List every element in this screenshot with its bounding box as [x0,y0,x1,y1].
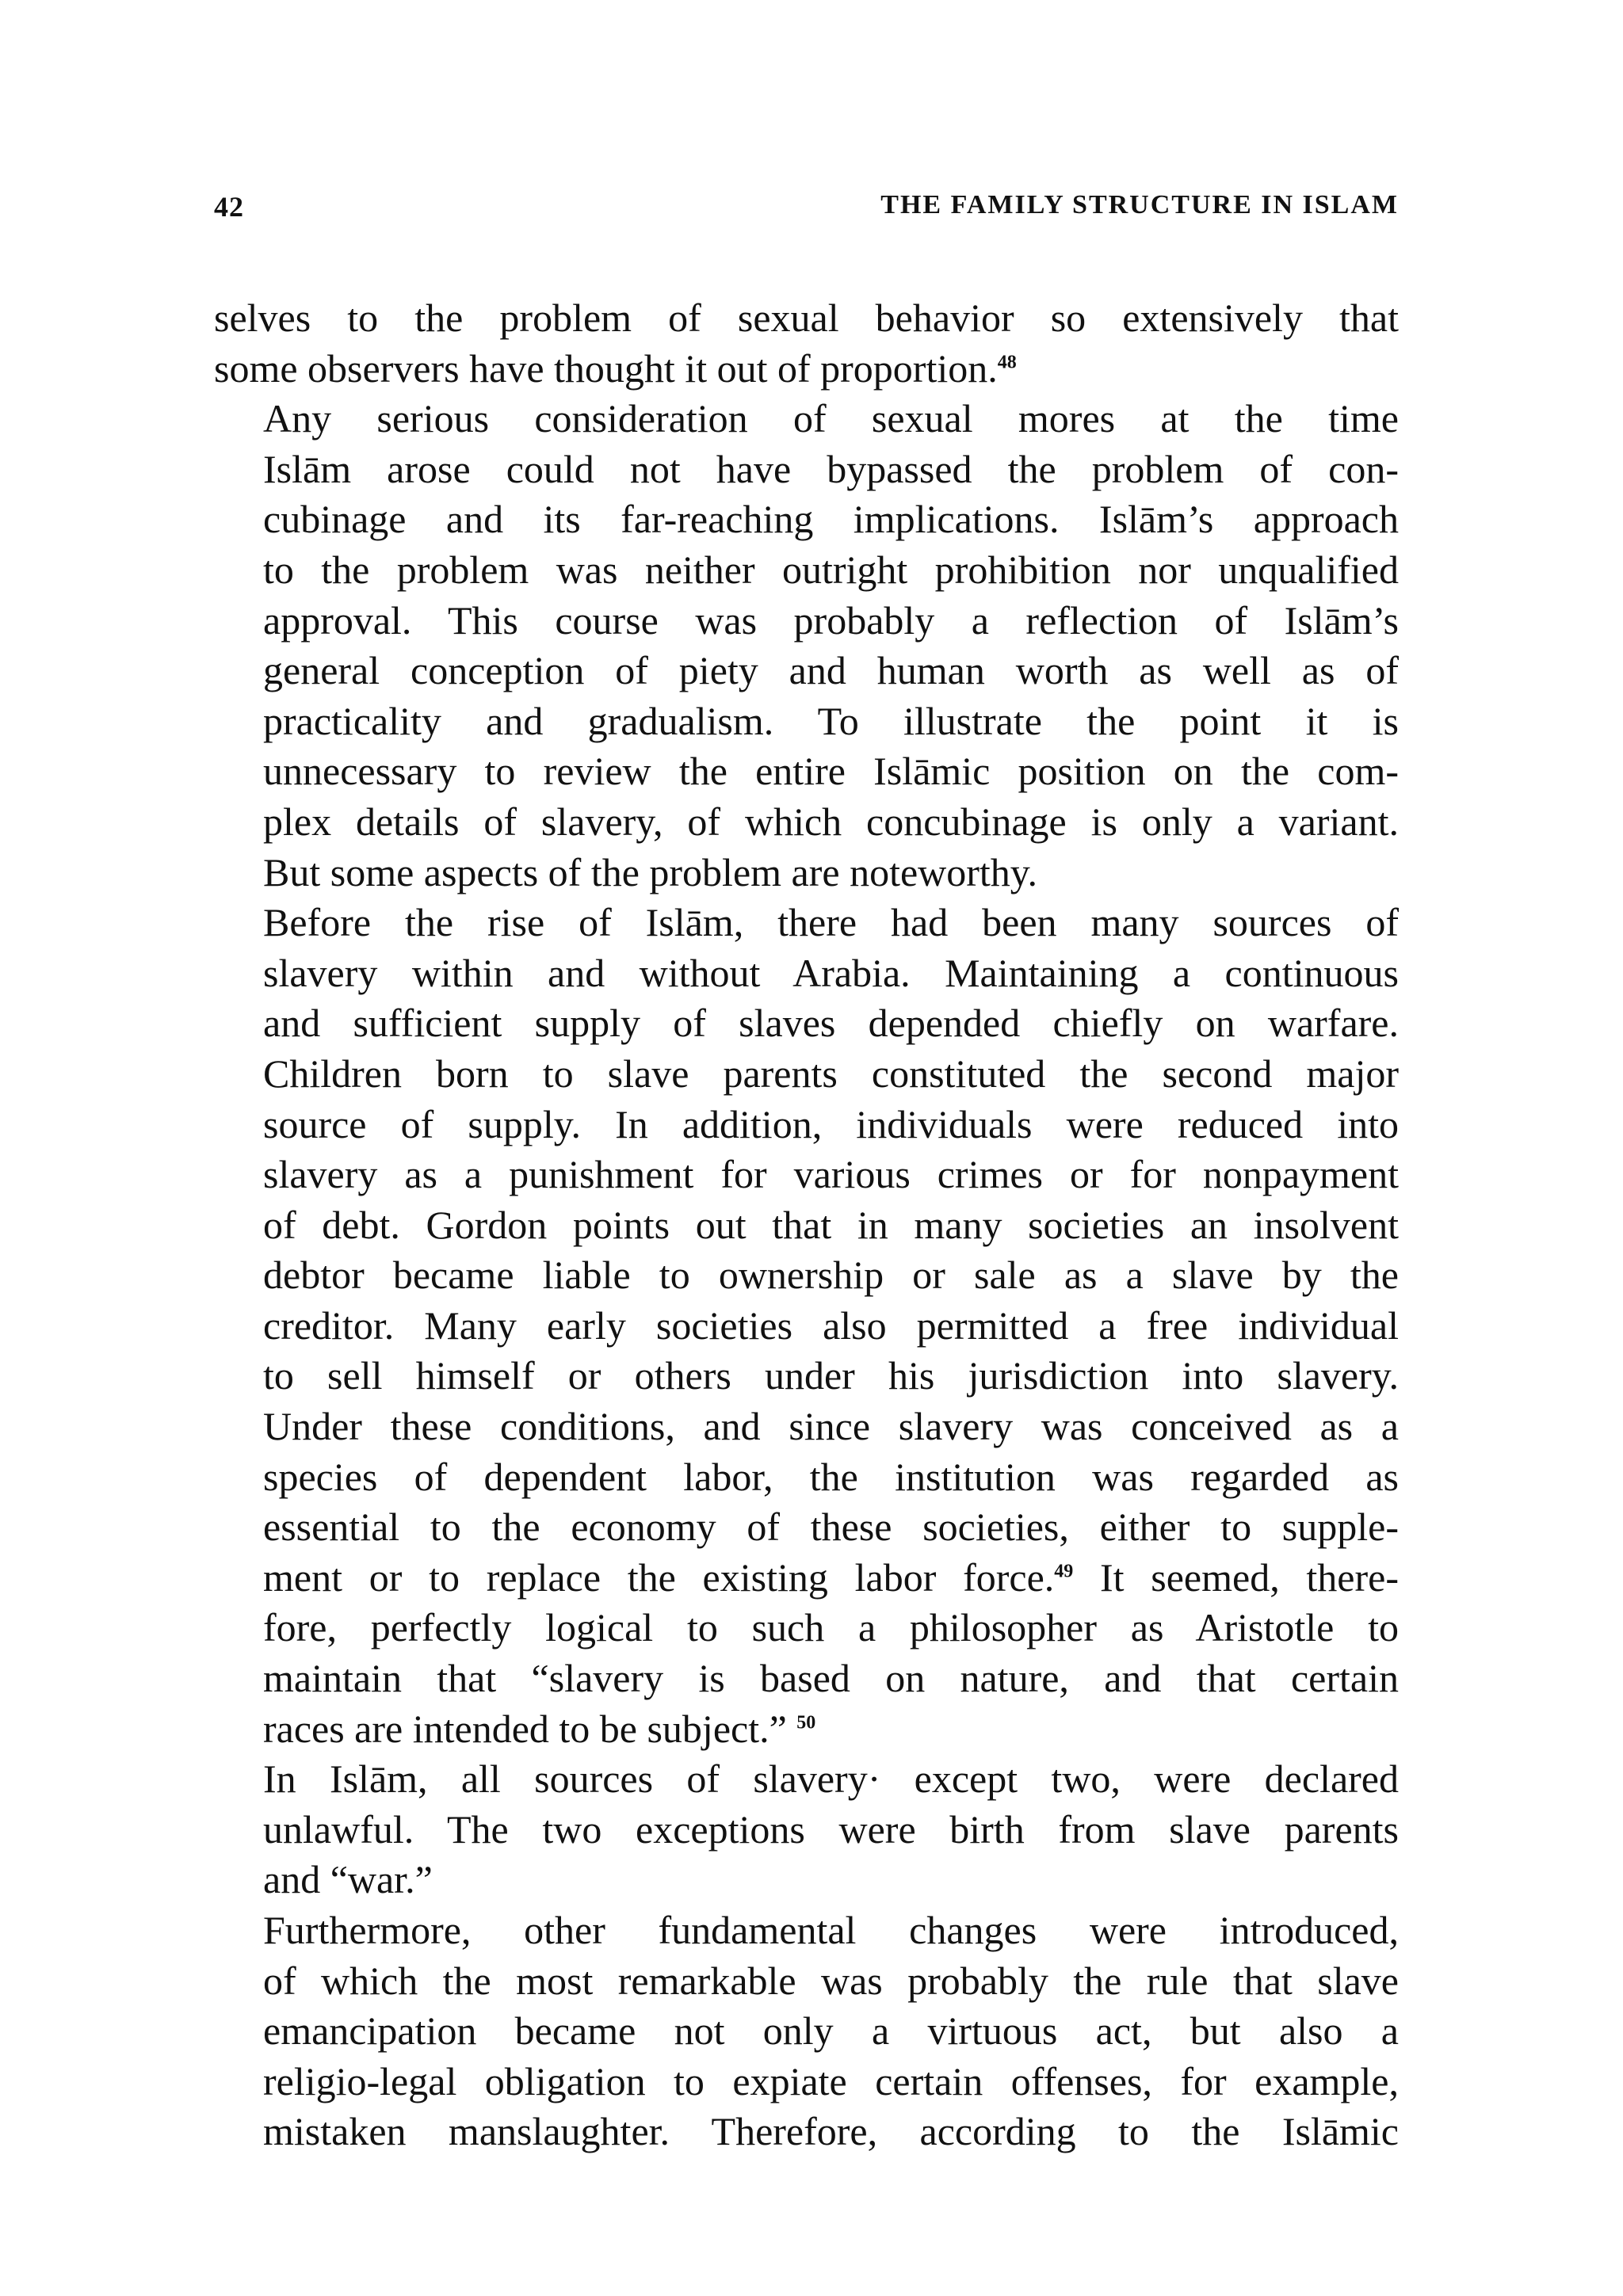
text-line: cubinage and its far-reaching implications. Islām’s approach [263,497,1399,542]
text-line: essential to the economy of these societies, either to supple- [263,1505,1399,1550]
text-line: species of dependent labor, the institution was regarded as [263,1454,1399,1499]
text-line: general conception of piety and human worth as well as of [263,648,1399,693]
text-line: races are intended to be subject.” $^{50}$ [263,1706,816,1751]
text-line: to the problem was neither outright prohibition nor unqualified [263,547,1399,592]
paragraph-1 [214,293,1399,394]
text-line: debtor became liable to ownership or sale as a slave by the [263,1253,1399,1298]
text-line: source of supply. In addition, individuals were reduced into [263,1101,1399,1146]
text-line: and sufficient supply of slaves depended chiefly on warfare. [263,1001,1399,1046]
footnote-ref[interactable]: 50 [796,1711,816,1733]
text-line: Before the rise of Islām, there had been many sources of [263,900,1399,945]
text-line: emancipation became not only a virtuous act, but also a [263,2008,1399,2054]
text-line: selves to the problem of sexual behavior so extensively that [214,296,1399,340]
text-line: Furthermore, other fundamental changes were introduced, [263,1908,1399,1952]
text-line: and “war.” [263,1857,433,1902]
text-line: slavery within and without Arabia. Maintaining a continuous [263,950,1399,995]
text-line: approval. This course was probably a reflection of Islām’s [263,597,1399,643]
text-line: of which the most remarkable was probably the rule that slave [263,1958,1399,2003]
text-line: maintain that “slavery is based on nature, and that certain [263,1656,1399,1701]
text-line: Any serious consideration of sexual mores at the time [263,396,1399,441]
text-line: mistaken manslaughter. Therefore, according to the Islāmic [263,2109,1399,2154]
text-line: fore, perfectly logical to such a philosopher as Aristotle to [263,1605,1399,1650]
paragraph-4 [214,1754,1399,1905]
text-line: Islām arose could not have bypassed the problem of con- [263,446,1399,491]
text-line: creditor. Many early societies also permitted a free individual [263,1302,1399,1348]
text-line: practicality and gradualism. To illustrate the point it is [263,698,1399,743]
paragraph-2 [214,394,1399,898]
text-line: plex details of slavery, of which concubinage is only a variant. [263,799,1399,844]
page-number: 42 [214,191,244,223]
running-head [214,190,1399,230]
text-line: unnecessary to review the entire Islāmic position on the com- [263,749,1399,794]
text-line: In Islām, all sources of slavery· except two, were declared [263,1756,1399,1802]
paragraph-5 [214,1905,1399,2157]
text-line: of debt. Gordon points out that in many societies an insolvent [263,1202,1399,1247]
body-text [214,293,1399,2157]
text-line: religio-legal obligation to expiate certain offenses, for example, [263,2058,1399,2103]
text-line: some observers have thought it out of proportion.$^{48}$ [214,345,1017,391]
paragraph-3 [214,898,1399,1754]
text-line: unlawful. The two exceptions were birth from slave parents [263,1806,1399,1852]
text-line: ment or to replace the existing labor force.$^{49}$ It seemed, there- [263,1554,1399,1600]
footnote-ref[interactable]: 48 [997,351,1017,372]
running-title: THE FAMILY STRUCTURE IN ISLAM [880,190,1399,219]
text-line: But some aspects of the problem are noteworthy. [263,849,1038,894]
text-line: Children born to slave parents constituted the second major [263,1051,1399,1096]
text-line: to sell himself or others under his jurisdiction into slavery. [263,1353,1399,1398]
text-line: Under these conditions, and since slavery was conceived as a [263,1404,1399,1449]
footnote-ref[interactable]: 49 [1054,1561,1074,1582]
text-line: slavery as a punishment for various crimes or for nonpayment [263,1152,1399,1197]
